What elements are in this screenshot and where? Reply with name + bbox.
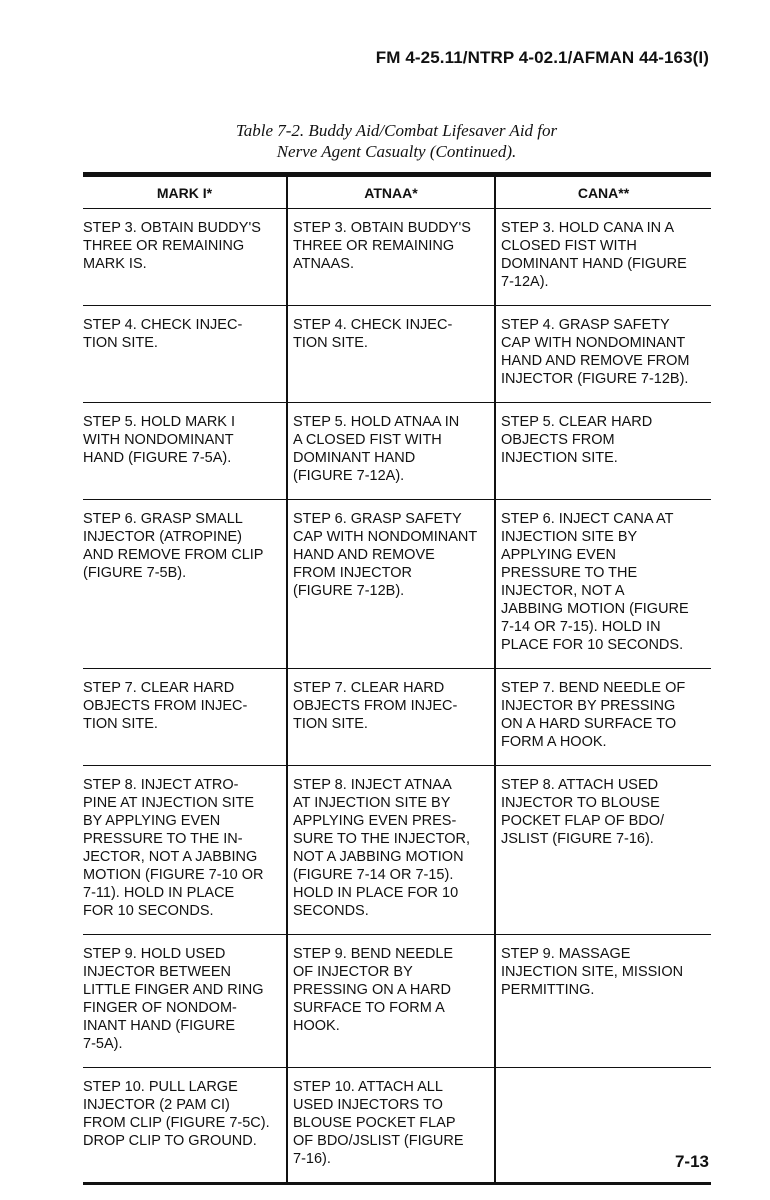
table-row <box>83 500 711 669</box>
column-header-cana: CANA** <box>495 175 711 209</box>
table-header-row <box>83 175 711 209</box>
table-cell: STEP 6. INJECT CANA AT INJECTION SITE BY APPLYING EVEN PRESSURE TO THE INJECTOR, NOT A JABBING MOTION (FIGURE 7-14 OR 7-15). HOLD IN PLACE FOR 10 SECONDS. <box>495 500 711 669</box>
table-cell: STEP 6. GRASP SMALL INJECTOR (ATROPINE) AND REMOVE FROM CLIP (FIGURE 7-5B). <box>83 500 287 669</box>
running-header: FM 4-25.11/NTRP 4-02.1/AFMAN 44-163(I) <box>375 48 709 67</box>
table-cell: STEP 9. HOLD USED INJECTOR BETWEEN LITTLE FINGER AND RING FINGER OF NONDOM- INANT HAND (FIGURE 7-5A). <box>83 935 287 1068</box>
table-cell: STEP 4. GRASP SAFETY CAP WITH NONDOMINANT HAND AND REMOVE FROM INJECTOR (FIGURE 7-12B). <box>495 306 711 403</box>
table-cell: STEP 8. ATTACH USED INJECTOR TO BLOUSE POCKET FLAP OF BDO/ JSLIST (FIGURE 7-16). <box>495 766 711 935</box>
table-row <box>83 306 711 403</box>
table-row <box>83 209 711 306</box>
table-cell: STEP 7. CLEAR HARD OBJECTS FROM INJEC- TION SITE. <box>83 669 287 766</box>
table-cell: STEP 5. HOLD MARK I WITH NONDOMINANT HAND (FIGURE 7-5A). <box>83 403 287 500</box>
table-cell: STEP 5. HOLD ATNAA IN A CLOSED FIST WITH DOMINANT HAND (FIGURE 7-12A). <box>287 403 495 500</box>
table-cell: STEP 8. INJECT ATNAA AT INJECTION SITE BY APPLYING EVEN PRES- SURE TO THE INJECTOR, NOT A JABBING MOTION (FIGURE 7-14 OR 7-15). HOLD IN PLACE FOR 10 SECONDS. <box>287 766 495 935</box>
steps-table <box>83 172 711 1185</box>
table-cell: STEP 9. BEND NEEDLE OF INJECTOR BY PRESSING ON A HARD SURFACE TO FORM A HOOK. <box>287 935 495 1068</box>
table-cell: STEP 3. OBTAIN BUDDY'S THREE OR REMAINING MARK IS. <box>83 209 287 306</box>
table-row <box>83 403 711 500</box>
table-cell: STEP 8. INJECT ATRO- PINE AT INJECTION SITE BY APPLYING EVEN PRESSURE TO THE IN- JECTOR, NOT A JABBING MOTION (FIGURE 7-10 OR 7-11). HOLD IN PLACE FOR 10 SECONDS. <box>83 766 287 935</box>
table-caption-line-1: Table 7-2. Buddy Aid/Combat Lifesaver Aid for <box>235 121 558 140</box>
column-header-mark-i: MARK I* <box>83 175 287 209</box>
table-row <box>83 935 711 1068</box>
table-row <box>83 1068 711 1184</box>
table-cell: STEP 3. OBTAIN BUDDY'S THREE OR REMAINING ATNAAS. <box>287 209 495 306</box>
table-cell: STEP 3. HOLD CANA IN A CLOSED FIST WITH DOMINANT HAND (FIGURE 7-12A). <box>495 209 711 306</box>
table-cell: STEP 7. CLEAR HARD OBJECTS FROM INJEC- TION SITE. <box>287 669 495 766</box>
table-cell: STEP 10. ATTACH ALL USED INJECTORS TO BLOUSE POCKET FLAP OF BDO/JSLIST (FIGURE 7-16). <box>287 1068 495 1184</box>
table-row <box>83 766 711 935</box>
table-caption-line-2: Nerve Agent Casualty (Continued). <box>276 142 517 161</box>
table-cell: STEP 4. CHECK INJEC- TION SITE. <box>287 306 495 403</box>
table-caption <box>83 120 710 162</box>
column-header-atnaa: ATNAA* <box>287 175 495 209</box>
table-cell: STEP 5. CLEAR HARD OBJECTS FROM INJECTION SITE. <box>495 403 711 500</box>
table-row <box>83 669 711 766</box>
table-cell: STEP 4. CHECK INJEC- TION SITE. <box>83 306 287 403</box>
table-cell: STEP 7. BEND NEEDLE OF INJECTOR BY PRESSING ON A HARD SURFACE TO FORM A HOOK. <box>495 669 711 766</box>
table-cell: STEP 9. MASSAGE INJECTION SITE, MISSION PERMITTING. <box>495 935 711 1068</box>
table-cell: STEP 10. PULL LARGE INJECTOR (2 PAM CI) FROM CLIP (FIGURE 7-5C). DROP CLIP TO GROUND. <box>83 1079 270 1149</box>
table-cell: STEP 6. GRASP SAFETY CAP WITH NONDOMINANT HAND AND REMOVE FROM INJECTOR (FIGURE 7-12B). <box>287 500 495 669</box>
page-number: 7-13 <box>674 1152 709 1171</box>
